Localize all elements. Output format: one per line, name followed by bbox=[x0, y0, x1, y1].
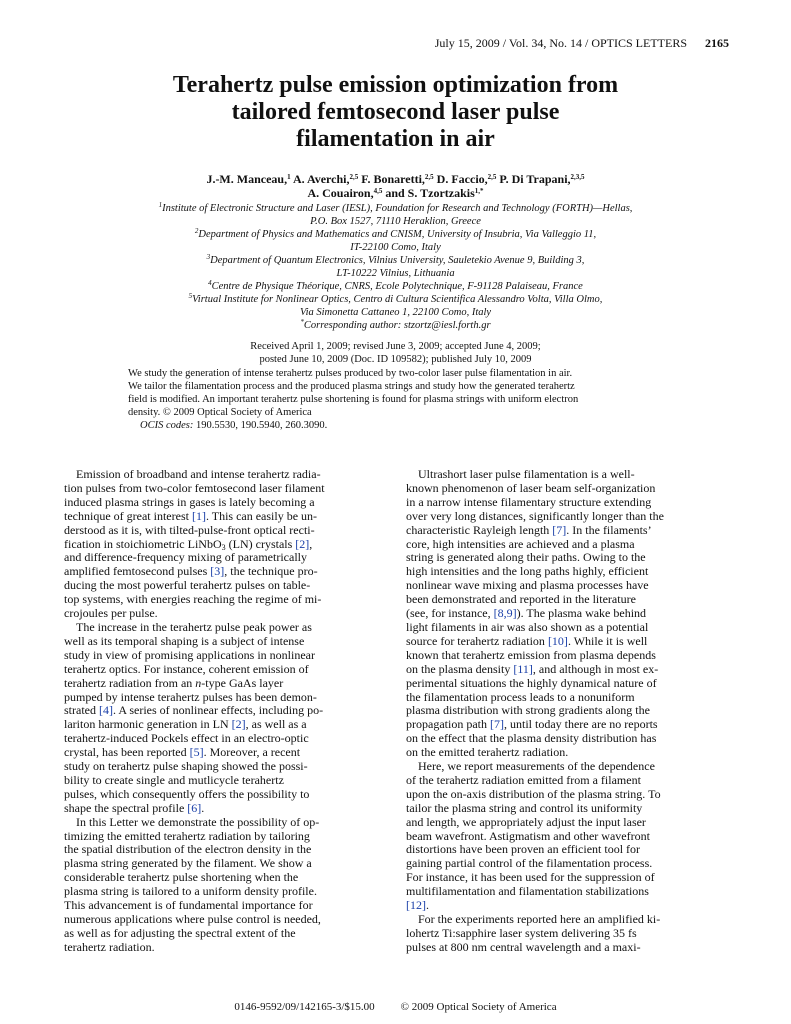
text-line: the filamentation process leads to a nonuniform bbox=[406, 689, 635, 704]
body-left-column bbox=[64, 468, 382, 955]
citation-link[interactable]: [11] bbox=[513, 661, 533, 676]
received-dates bbox=[0, 340, 791, 366]
text-line bbox=[406, 524, 724, 538]
affil-mark: * bbox=[300, 318, 304, 326]
text-line: induced plasma strings in gases is lately becoming a bbox=[64, 494, 315, 509]
text-line: core, high intensities are achieved and a plasma bbox=[406, 536, 635, 551]
text-line bbox=[64, 510, 382, 524]
text-line: terahertz optics. For instance, coherent emission of bbox=[64, 661, 309, 676]
text-line bbox=[64, 746, 382, 760]
text-line bbox=[406, 635, 724, 649]
text-run: fication in stoichiometric LiNbO bbox=[64, 536, 222, 551]
title-line: Terahertz pulse emission optimization from bbox=[172, 72, 619, 98]
paragraph bbox=[64, 621, 382, 816]
affil-mark: 3 bbox=[206, 253, 211, 261]
article-title bbox=[0, 72, 791, 153]
text-line: For instance, it has been used for the suppression of bbox=[406, 870, 655, 885]
affiliation bbox=[0, 254, 791, 267]
author-affil-mark: 1 bbox=[287, 173, 291, 181]
text-line bbox=[64, 802, 382, 816]
text-run: technique of great interest bbox=[64, 508, 192, 523]
text-line: high intensities and the long paths highly, efficient bbox=[406, 564, 649, 579]
text-line: terahertz radiation. bbox=[64, 939, 155, 954]
affiliation-cont: P.O. Box 1527, 71110 Heraklion, Greece bbox=[310, 216, 481, 227]
citation-link[interactable]: [10] bbox=[547, 633, 568, 648]
received-line: posted June 10, 2009 (Doc. ID 109582); published July 10, 2009 bbox=[259, 354, 532, 365]
text-line bbox=[406, 718, 724, 732]
title-line: filamentation in air bbox=[296, 126, 495, 152]
text-run: -type GaAs layer bbox=[201, 675, 284, 690]
title-line: tailored femtosecond laser pulse bbox=[231, 99, 560, 125]
body-right-column bbox=[406, 468, 724, 955]
text-run: lariton harmonic generation in LN bbox=[64, 717, 232, 732]
citation-link[interactable]: [2] bbox=[231, 717, 246, 732]
author-affil-mark: 1,* bbox=[474, 187, 484, 195]
affiliation-cont: Via Simonetta Cattaneo 1, 22100 Como, Italy bbox=[299, 307, 492, 318]
subscript: 3 bbox=[221, 542, 226, 552]
text-line: known that terahertz emission from plasma depends bbox=[406, 647, 656, 662]
text-line: perimental situations the highly dynamical nature of bbox=[406, 675, 657, 690]
citation-link[interactable]: [7] bbox=[489, 717, 504, 732]
text-line: Emission of broadband and intense terahertz radia- bbox=[76, 467, 321, 481]
text-line: The increase in the terahertz pulse peak power as bbox=[76, 619, 312, 634]
text-line: distortions have been proven an efficient tool for bbox=[406, 842, 641, 857]
text-run: characteristic Rayleigh length bbox=[406, 522, 553, 537]
text-line: pulses, which consequently offers the possibility to bbox=[64, 786, 310, 801]
text-run: ). The plasma wake behind bbox=[516, 606, 647, 621]
text-line: tion pulses from two-color femtosecond laser filament bbox=[64, 480, 325, 495]
text-line: tailor the plasma string and control its uniformity bbox=[406, 800, 643, 815]
text-line: crojoules per pulse. bbox=[64, 606, 158, 621]
text-line: been demonstrated and reported in the literature bbox=[406, 592, 636, 607]
text-line: considerable terahertz pulse shortening when the bbox=[64, 870, 299, 885]
author: A. Couairon, bbox=[307, 186, 374, 200]
text-line: beam wavefront. Astigmatism and other wavefront bbox=[406, 828, 650, 843]
text-line: over very long distances, significantly longer than the bbox=[406, 508, 664, 523]
affil-text: Department of Quantum Electronics, Vilnius University, Sauletekio Avenue 9, Building 3, bbox=[210, 255, 585, 266]
text-line bbox=[64, 565, 382, 579]
affil-text: Virtual Institute for Nonlinear Optics, Centro di Cultura Scientifica Alessandro Volta, Villa Olmo, bbox=[192, 294, 603, 305]
text-line: gaining partial control of the filamentation process. bbox=[406, 856, 653, 871]
affiliation-cont: IT-22100 Como, Italy bbox=[350, 242, 441, 253]
ocis-codes bbox=[128, 419, 668, 432]
corresponding-author bbox=[0, 319, 791, 332]
text-run: . bbox=[426, 898, 429, 913]
author: and S. Tzortzakis bbox=[385, 186, 475, 200]
text-run: on the plasma density bbox=[406, 661, 514, 676]
text-line: on the emitted terahertz radiation. bbox=[406, 745, 569, 760]
abstract-line: field is modified. An important terahertz pulse shortening is found for plasma strings with uniform electron bbox=[128, 394, 579, 406]
text-line bbox=[406, 607, 724, 621]
text-line: terahertz-induced Pockels effect in an electro-optic bbox=[64, 731, 309, 746]
citation-link[interactable]: [2] bbox=[295, 536, 310, 551]
paragraph bbox=[406, 468, 724, 760]
affiliations bbox=[0, 202, 791, 332]
text-line: and length, we appropriately adjust the input laser bbox=[406, 814, 646, 829]
author: D. Faccio, bbox=[436, 172, 488, 186]
text-run: shape the spectral profile bbox=[64, 800, 188, 815]
affil-mark: 5 bbox=[188, 292, 193, 300]
text-line: string is generated along their paths. Owing to the bbox=[406, 550, 646, 565]
affiliation-cont: LT-10222 Vilnius, Lithuania bbox=[336, 268, 455, 279]
citation-link[interactable]: [8,9] bbox=[493, 606, 517, 621]
text-line: plasma string is tailored to a uniform density profile. bbox=[64, 884, 317, 899]
affil-text: Institute of Electronic Structure and Laser (IESL), Foundation for Research and Technology (FORTH)—Hellas, bbox=[162, 203, 633, 214]
text-line: ducing the most powerful terahertz pulses on table- bbox=[64, 578, 311, 593]
author-affil-mark: 2,5 bbox=[424, 173, 434, 181]
text-line: upon the on-axis distribution of the plasma string. To bbox=[406, 786, 661, 801]
abstract-line: density. © 2009 Optical Society of America bbox=[128, 407, 312, 419]
text-run: (see, for instance, bbox=[406, 606, 494, 621]
text-run: . While it is well bbox=[567, 633, 648, 648]
text-run: terahertz radiation from an bbox=[64, 675, 196, 690]
text-line: bility to create single and mutlicycle terahertz bbox=[64, 772, 284, 787]
text-run: . Moreover, a recent bbox=[203, 745, 301, 760]
citation-link[interactable]: [1] bbox=[191, 508, 206, 523]
text-line bbox=[64, 677, 382, 691]
text-run: . A series of nonlinear effects, including po- bbox=[113, 703, 324, 718]
text-line: plasma distribution with strong gradients along the bbox=[406, 703, 650, 718]
text-run: . This can easily be un- bbox=[205, 508, 318, 523]
author-affil-mark: 2,5 bbox=[487, 173, 497, 181]
text-line: Ultrashort laser pulse filamentation is a well- bbox=[418, 467, 635, 481]
text-run: , until today there are no reports bbox=[503, 717, 658, 732]
author-affil-mark: 2,5 bbox=[349, 173, 359, 181]
text-run: . In the filaments’ bbox=[566, 522, 652, 537]
paragraph bbox=[64, 468, 382, 621]
text-line bbox=[64, 538, 382, 552]
text-line: numerous applications where pulse control is needed, bbox=[64, 912, 321, 926]
text-line: study on terahertz pulse shaping showed the possi- bbox=[64, 759, 308, 774]
affiliation bbox=[0, 280, 791, 293]
article-code: 0146-9592/09/142165-3/$15.00 bbox=[234, 1001, 375, 1013]
text-line: light filaments in air was also shown as a potential bbox=[406, 619, 649, 634]
text-run: , and although in most ex- bbox=[532, 661, 659, 676]
affiliation bbox=[0, 293, 791, 306]
text-line: For the experiments reported here an amplified ki- bbox=[418, 912, 661, 926]
italic-run: n bbox=[195, 675, 202, 690]
text-line: This advancement is of fundamental importance for bbox=[64, 898, 313, 913]
citation-link[interactable]: [6] bbox=[187, 800, 202, 815]
text-run: (LN) crystals bbox=[225, 536, 296, 551]
text-line bbox=[406, 899, 724, 913]
text-run: , the technique pro- bbox=[224, 564, 318, 579]
affil-text: Corresponding author: stzortz@iesl.forth.gr bbox=[303, 320, 491, 331]
text-run: . bbox=[201, 800, 205, 815]
text-run: propagation path bbox=[406, 717, 490, 732]
text-line bbox=[406, 663, 724, 677]
paragraph bbox=[64, 816, 382, 955]
author-affil-mark: 2,3,5 bbox=[570, 173, 585, 181]
text-line: nonlinear wave mixing and plasma processes have bbox=[406, 578, 649, 593]
affil-text: Centre de Physique Théorique, CNRS, Ecole Polytechnique, F-91128 Palaiseau, France bbox=[211, 281, 583, 292]
text-line: derstood as it is, with tilted-pulse-front optical recti- bbox=[64, 522, 315, 537]
text-line: Here, we report measurements of the dependence bbox=[418, 759, 655, 774]
citation-link[interactable]: [5] bbox=[189, 745, 204, 760]
ocis-values: 190.5530, 190.5940, 260.3090. bbox=[193, 420, 328, 432]
author: A. Averchi, bbox=[292, 172, 350, 186]
ocis-label: OCIS codes: bbox=[140, 420, 194, 432]
abstract-line: We tailor the filamentation process and the produced plasma strings and study how the generated terahertz bbox=[128, 381, 575, 393]
paragraph bbox=[406, 913, 724, 955]
text-run: source for terahertz radiation bbox=[406, 633, 548, 648]
journal-citation: July 15, 2009 / Vol. 34, No. 14 / OPTICS LETTERS bbox=[434, 36, 687, 50]
citation-link[interactable]: [4] bbox=[99, 703, 113, 718]
running-header bbox=[435, 36, 729, 51]
text-line: well as its temporal shaping is a subject of intense bbox=[64, 633, 305, 648]
text-line: pulses at 800 nm central wavelength and a maxi- bbox=[406, 939, 641, 954]
text-run: , as well as a bbox=[245, 717, 307, 732]
text-line: top systems, with energies reaching the regime of mi- bbox=[64, 592, 322, 607]
citation-link[interactable]: [3] bbox=[210, 564, 225, 579]
text-line: known phenomenon of laser beam self-organization bbox=[406, 480, 656, 495]
citation-link[interactable]: [12] bbox=[406, 898, 426, 913]
citation-link[interactable]: [7] bbox=[552, 522, 567, 537]
text-line bbox=[64, 718, 382, 732]
author: P. Di Trapani, bbox=[499, 172, 571, 186]
text-line: in a narrow intense filamentary structure extending bbox=[406, 494, 652, 509]
text-line: lohertz Ti:sapphire laser system delivering 35 fs bbox=[406, 925, 637, 940]
text-line: pumped by intense terahertz pulses has been demon- bbox=[64, 689, 317, 704]
paragraph bbox=[406, 760, 724, 913]
affil-mark: 2 bbox=[194, 227, 199, 235]
text-line: of the terahertz radiation emitted from a filament bbox=[406, 772, 641, 787]
text-line: timizing the emitted terahertz radiation by tailoring bbox=[64, 828, 310, 843]
text-line: and difference-frequency mixing of parametrically bbox=[64, 550, 307, 565]
text-line: the spatial distribution of the electron density in the bbox=[64, 842, 312, 857]
abstract bbox=[128, 367, 668, 432]
affiliation bbox=[0, 228, 791, 241]
affiliation bbox=[0, 202, 791, 215]
abstract-line: We study the generation of intense terahertz pulses produced by two-color laser pulse filamentation in air. bbox=[128, 368, 573, 379]
text-run: , bbox=[309, 536, 313, 551]
text-line: as well as for adjusting the spectral extent of the bbox=[64, 925, 296, 940]
author: J.-M. Manceau, bbox=[206, 172, 288, 186]
text-line: multifilamentation and filamentation stabilizations bbox=[406, 884, 649, 899]
author-list bbox=[0, 172, 791, 200]
received-line: Received April 1, 2009; revised June 3, 2009; accepted June 4, 2009; bbox=[250, 341, 541, 352]
text-line: plasma string generated by the filament. We show a bbox=[64, 856, 312, 871]
author: F. Bonaretti, bbox=[361, 172, 425, 186]
text-run: amplified femtosecond pulses bbox=[64, 564, 211, 579]
copyright: © 2009 Optical Society of America bbox=[400, 1001, 557, 1013]
page-number: 2165 bbox=[705, 36, 729, 50]
text-line bbox=[64, 704, 382, 718]
text-line: In this Letter we demonstrate the possibility of op- bbox=[76, 814, 320, 829]
text-run: crystal, has been reported bbox=[64, 745, 190, 760]
text-run: strated bbox=[64, 703, 99, 718]
affil-mark: 1 bbox=[158, 201, 163, 209]
affil-text: Department of Physics and Mathematics and CNISM, University of Insubria, Via Valleggio 11, bbox=[198, 229, 597, 240]
affil-mark: 4 bbox=[208, 279, 212, 287]
text-line: study in view of promising applications in nonlinear bbox=[64, 647, 315, 662]
text-line: on the effect that the plasma density distribution has bbox=[406, 731, 657, 746]
author-affil-mark: 4,5 bbox=[373, 187, 383, 195]
page-footer bbox=[0, 1001, 791, 1013]
